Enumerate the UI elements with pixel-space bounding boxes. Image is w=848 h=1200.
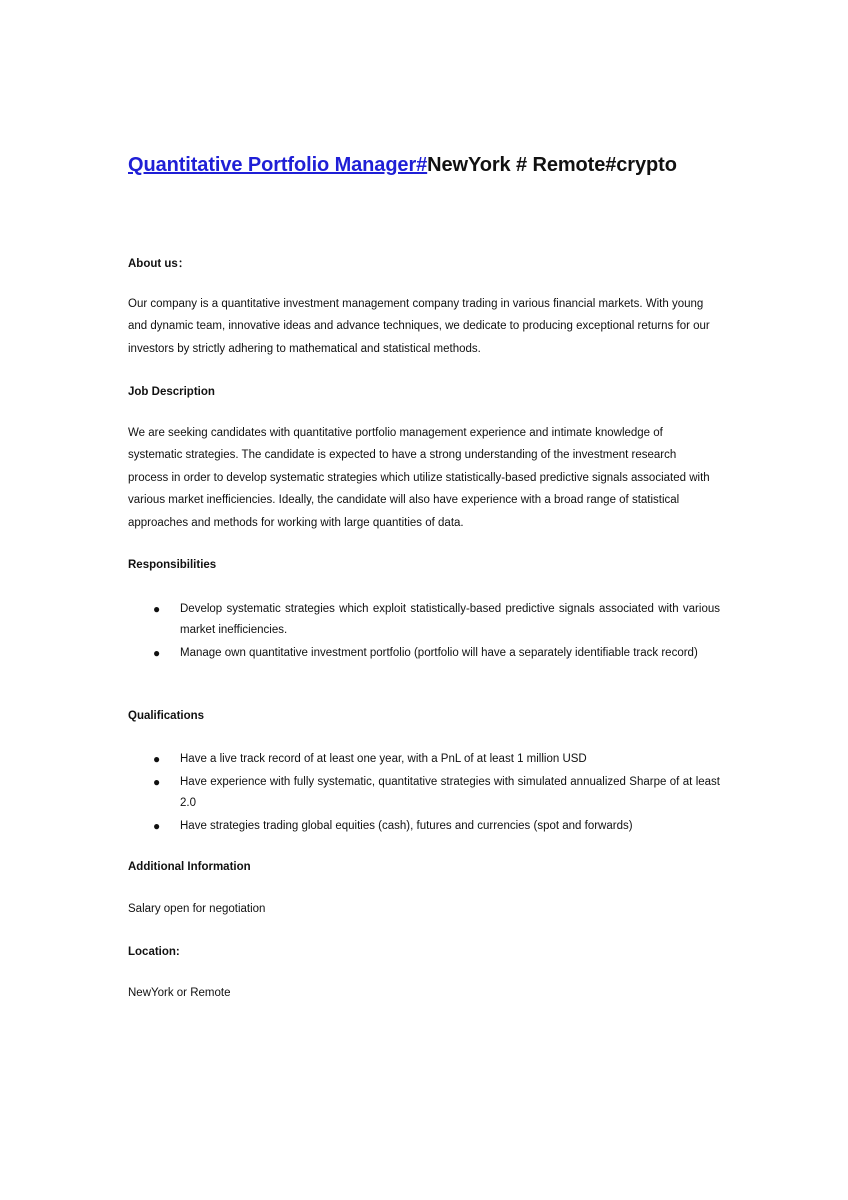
location-heading: Location:: [128, 946, 180, 958]
about-paragraph: Our company is a quantitative investment management company trading in various financial markets. With young and dynamic team, innovative ideas and advance techniques, we dedicate to producing exceptional returns for our investors by strictly adhering to mathematical and statistical methods.: [128, 298, 710, 355]
list-item: [128, 772, 720, 814]
list-item: [128, 599, 720, 641]
title-link[interactable]: Quantitative Portfolio Manager#: [128, 154, 428, 176]
list-item-text: Manage own quantitative investment portfolio (portfolio will have a separately identifiable track record): [180, 647, 698, 659]
list-item-text: Have a live track record of at least one year, with a PnL of at least 1 million USD: [180, 753, 587, 765]
list-item-text: Have experience with fully systematic, quantitative strategies with simulated annualized Sharpe of at least 2.0: [180, 776, 720, 809]
qualifications-heading: Qualifications: [128, 710, 205, 722]
responsibilities-list: [128, 599, 720, 666]
about-heading: About us：: [128, 258, 190, 270]
job-description-paragraph: We are seeking candidates with quantitative portfolio management experience and intimate knowledge of systematic strategies. The candidate is expected to have a strong understanding of the investment research process in order to develop systematic strategies which utilize statistically-based predictive signals associated with various market inefficiencies. Ideally, the candidate will also have experience with a broad range of statistical approaches and methods for working with large quantities of data.: [128, 427, 710, 529]
bullet-icon: ●: [153, 752, 161, 766]
responsibilities-heading: Responsibilities: [128, 559, 217, 571]
additional-information-heading: Additional Information: [128, 861, 251, 873]
list-item: [128, 816, 720, 837]
title-location-tags: NewYork # Remote#crypto: [427, 154, 677, 176]
job-description-heading: Job Description: [128, 386, 215, 398]
bullet-icon: ●: [153, 775, 161, 789]
list-item: [128, 749, 720, 770]
list-item-text: Develop systematic strategies which exploit statistically-based predictive signals associated with various market inefficiencies.: [180, 603, 720, 636]
page-title: [128, 154, 677, 177]
bullet-icon: ●: [153, 602, 161, 616]
location-text: NewYork or Remote: [128, 987, 231, 999]
qualifications-list: [128, 749, 720, 839]
bullet-icon: ●: [153, 646, 161, 660]
list-item: [128, 643, 720, 664]
bullet-icon: ●: [153, 819, 161, 833]
additional-information-text: Salary open for negotiation: [128, 903, 266, 915]
list-item-text: Have strategies trading global equities (cash), futures and currencies (spot and forwards): [180, 820, 633, 832]
